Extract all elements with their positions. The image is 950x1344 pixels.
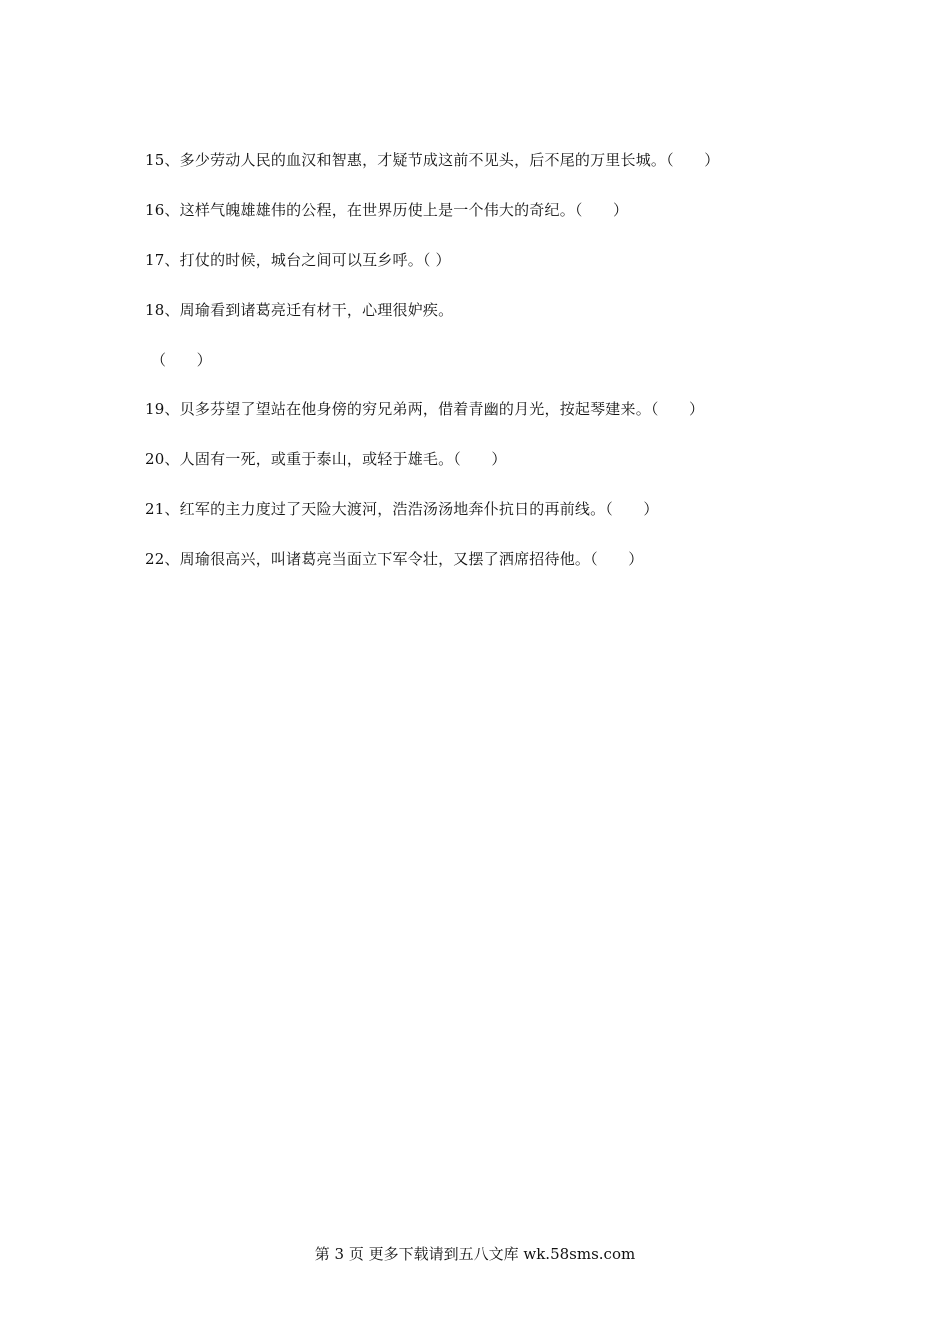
question-18-answer-parens: （ ）: [151, 351, 212, 369]
page-footer: 第 3 页 更多下载请到五八文库 wk.58sms.com: [314, 1245, 636, 1263]
question-20: 20、人固有一死，或重于泰山，或轻于雄毛。（ ）: [145, 450, 507, 468]
question-19: 19、贝多芬望了望站在他身傍的穷兄弟两，借着青幽的月光，按起琴建来。（ ）: [145, 400, 705, 418]
question-15: 15、多少劳动人民的血汉和智惠，才疑节成这前不见头，后不尾的万里长城。（ ）: [145, 151, 720, 169]
question-18: 18、周瑜看到诸葛亮迁有材干，心理很妒疾。: [145, 301, 454, 319]
question-22: 22、周瑜很高兴，叫诸葛亮当面立下军令壮，又摆了洒席招待他。（ ）: [145, 550, 644, 568]
question-21: 21、红军的主力度过了天险大渡河，浩浩汤汤地奔仆抗日的再前线。（ ）: [145, 500, 659, 518]
question-16: 16、这样气魄雄雄伟的公程，在世界历使上是一个伟大的奇纪。（ ）: [145, 201, 629, 219]
question-17: 17、打仗的时候，城台之间可以互乡呼。（ ）: [145, 251, 451, 269]
